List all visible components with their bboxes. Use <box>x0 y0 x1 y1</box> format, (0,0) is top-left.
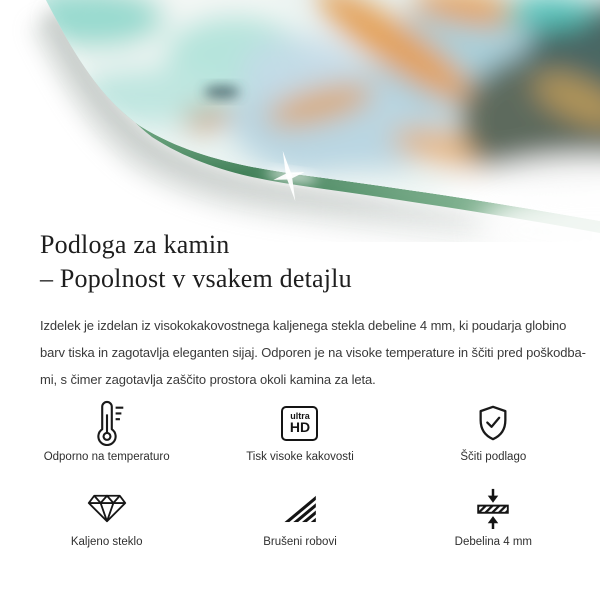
description-line: Izdelek je izdelan iz visokokakovostnega kaljenega stekla debeline 4 mm, ki poudarja globino <box>40 318 567 333</box>
thickness-icon <box>475 484 511 532</box>
product-description <box>40 312 586 393</box>
feature-label: Tisk visoke kakovosti <box>246 451 354 463</box>
ultra-hd-icon <box>281 399 318 447</box>
page-title <box>40 228 352 296</box>
feature-label: Brušeni robovi <box>263 536 337 548</box>
feature-protection <box>397 399 590 463</box>
feature-tempered-glass <box>10 484 203 548</box>
ultra-hd-text-bottom: HD <box>289 419 311 435</box>
product-photo-art <box>0 0 600 242</box>
ultra-hd-text-top: ultra <box>290 411 310 421</box>
feature-label: Kaljeno steklo <box>70 536 143 548</box>
diamond-icon <box>86 484 128 532</box>
feature-label: Ščiti podlago <box>460 451 527 463</box>
page-title-line1: Podloga za kamin <box>40 230 230 259</box>
feature-label: Debelina 4 mm <box>454 536 532 548</box>
feature-print-quality <box>203 399 396 463</box>
description-line: mi, s čimer zagotavlja zaščito prostora okoli kamina za leta. <box>40 372 376 387</box>
product-photo <box>0 0 600 242</box>
beveled-edges-icon <box>281 484 318 532</box>
shield-check-icon <box>476 399 510 447</box>
description-line: barv tiska in zagotavlja eleganten sijaj. Odporen je na visoke temperature in ščiti pred poškodba- <box>40 345 586 360</box>
feature-temperature <box>10 399 203 463</box>
feature-grid <box>10 399 590 548</box>
feature-label: Odporno na temperaturo <box>43 451 170 463</box>
feature-polished-edges <box>203 484 396 548</box>
page-title-line2: – Popolnost v vsakem detajlu <box>40 264 352 293</box>
thermometer-icon <box>90 399 124 447</box>
feature-thickness <box>397 484 590 548</box>
